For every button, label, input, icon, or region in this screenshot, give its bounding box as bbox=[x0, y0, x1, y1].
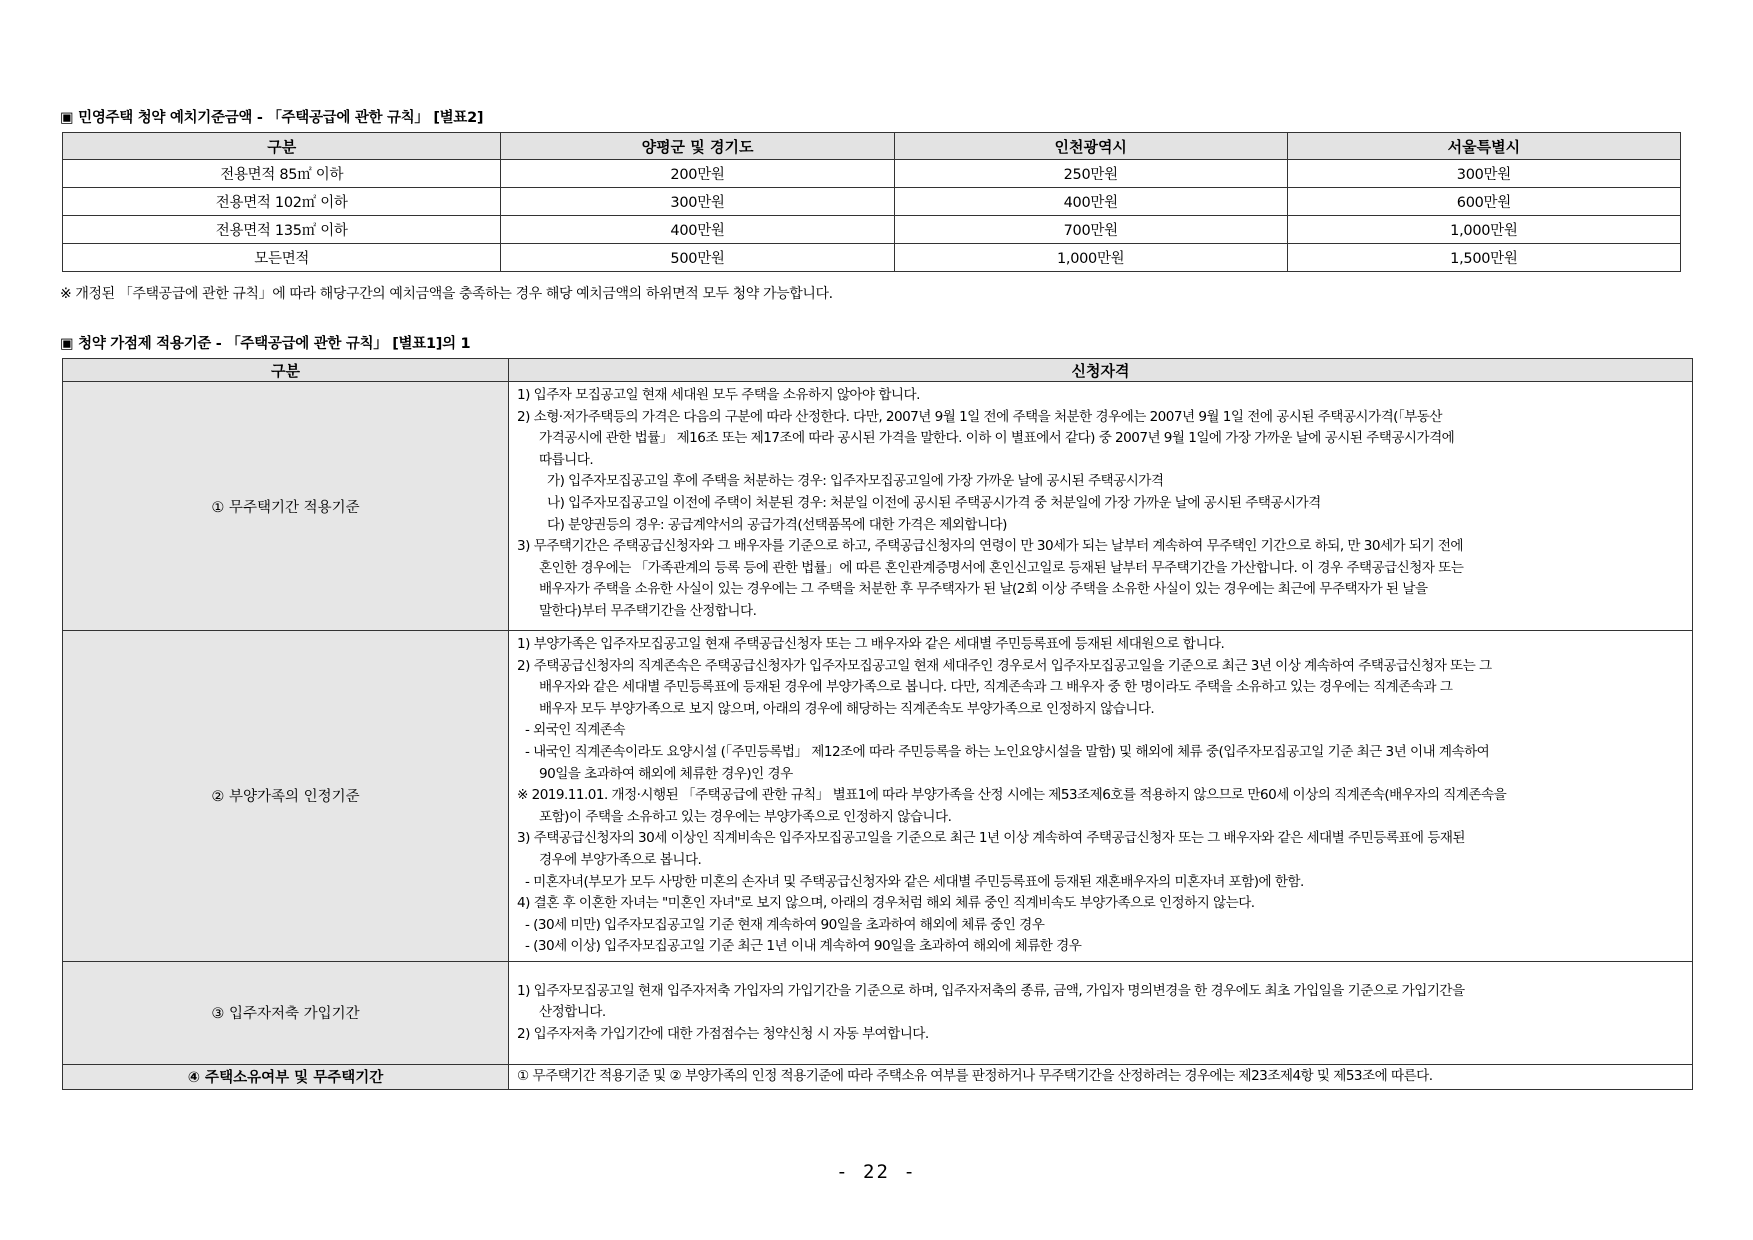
content-line: - (30세 이상) 입주자모집공고일 기준 최근 1년 이내 계속하여 90일을 초과하여 해외에 체류한 경우 bbox=[525, 938, 1082, 955]
content-line: 2) 입주자저축 가입기간에 대한 가점점수는 청약신청 시 자동 부여합니다. bbox=[517, 1025, 929, 1042]
row-content bbox=[509, 631, 1693, 962]
table-cell: 600만원 bbox=[1287, 188, 1680, 216]
table-row bbox=[63, 961, 1693, 1064]
content-line: - (30세 미만) 입주자모집공고일 기준 현재 계속하여 90일을 초과하여 해외에 체류 중인 경우 bbox=[525, 916, 1045, 933]
content-line: 3) 주택공급신청자의 30세 이상인 직계비속은 입주자모집공고일을 기준으로 최근 1년 이상 계속하여 주택공급신청자 또는 그 배우자와 같은 세대별 주민등록표에 등재된 bbox=[517, 830, 1465, 847]
table-row bbox=[63, 631, 1693, 962]
table-cell: 전용면적 102㎡ 이하 bbox=[63, 188, 501, 216]
table-cell: 전용면적 135㎡ 이하 bbox=[63, 216, 501, 244]
content-line: 1) 입주자 모집공고일 현재 세대원 모두 주택을 소유하지 않아야 합니다. bbox=[517, 387, 920, 403]
deposit-section-title: ▣ 민영주택 청약 예치기준금액 - 「주택공급에 관한 규칙」 [별표2] bbox=[60, 110, 484, 126]
table-cell: 전용면적 85㎡ 이하 bbox=[63, 160, 501, 188]
content-line: - 미혼자녀(부모가 모두 사망한 미혼의 손자녀 및 주택공급신청자와 같은 세대별 주민등록표에 등재된 재혼배우자의 미혼자녀 포함)에 한함. bbox=[525, 873, 1304, 890]
content-line: 다) 분양권등의 경우: 공급계약서의 공급가격(선택품목에 대한 가격은 제외합니다) bbox=[547, 516, 1007, 533]
column-header: 구분 bbox=[63, 133, 501, 160]
criteria-table bbox=[62, 358, 1693, 1090]
content-line: 따릅니다. bbox=[539, 451, 594, 468]
content-line: 배우자가 주택을 소유한 사실이 있는 경우에는 그 주택을 처분한 후 무주택자가 된 날(2회 이상 주택을 소유한 사실이 있는 경우에는 최근에 무주택자가 된 날을 bbox=[539, 581, 1428, 598]
content-line: ※ 2019.11.01. 개정·시행된 「주택공급에 관한 규칙」 별표1에 따라 부양가족을 산정 시에는 제53조제6호를 적용하지 않으므로 만60세 이상의 직계존속(배우자의 직계존속을 bbox=[517, 787, 1507, 804]
table-row bbox=[63, 244, 1681, 272]
content-line: 배우자와 같은 세대별 주민등록표에 등재된 경우에 부양가족으로 봅니다. 다만, 직계존속과 그 배우자 중 한 명이라도 주택을 소유하고 있는 경우에는 직계존속과 그 bbox=[539, 679, 1453, 696]
content-line: 나) 입주자모집공고일 이전에 주택이 처분된 경우: 처분일 이전에 공시된 주택공시가격 중 처분일에 가장 가까운 날에 공시된 주택공시가격 bbox=[547, 494, 1321, 511]
table-cell: 400만원 bbox=[501, 216, 894, 244]
content-line: 3) 무주택기간은 주택공급신청자와 그 배우자를 기준으로 하고, 주택공급신청자의 연령이 만 30세가 되는 날부터 계속하여 무주택인 기간으로 하되, 만 30세가 되기 전에 bbox=[517, 538, 1464, 555]
column-header: 신청자격 bbox=[509, 359, 1693, 382]
column-header: 서울특별시 bbox=[1287, 133, 1680, 160]
content-line: 경우에 부양가족으로 봅니다. bbox=[539, 851, 702, 868]
table-cell: 700만원 bbox=[894, 216, 1287, 244]
content-line: 배우자 모두 부양가족으로 보지 않으며, 아래의 경우에 해당하는 직계존속도 부양가족으로 인정하지 않습니다. bbox=[539, 700, 1155, 717]
table-row bbox=[63, 160, 1681, 188]
deposit-note: ※ 개정된 「주택공급에 관한 규칙」에 따라 해당구간의 예치금액을 충족하는 경우 해당 예치금액의 하위면적 모두 청약 가능합니다. bbox=[60, 286, 833, 302]
column-header: 인천광역시 bbox=[894, 133, 1287, 160]
content-line: 포함)이 주택을 소유하고 있는 경우에는 부양가족으로 인정하지 않습니다. bbox=[539, 808, 952, 825]
deposit-table bbox=[62, 132, 1681, 272]
content-line: 2) 소형·저가주택등의 가격은 다음의 구분에 따라 산정한다. 다만, 2007년 9월 1일 전에 주택을 처분한 경우에는 2007년 9월 1일 전에 공시된 주택공시가격(「부동산 bbox=[517, 408, 1442, 425]
content-line: 가격공시에 관한 법률」 제16조 또는 제17조에 따라 공시된 가격을 말한다. 이하 이 별표에서 같다) 중 2007년 9월 1일에 가장 가까운 날에 공시된 주택공시가격에 bbox=[539, 430, 1455, 447]
content-line: 90일을 초과하여 해외에 체류한 경우)인 경우 bbox=[539, 765, 793, 782]
table-cell: 모든면적 bbox=[63, 244, 501, 272]
row-label: ② 부양가족의 인정기준 bbox=[63, 631, 509, 962]
table-row bbox=[63, 1064, 1693, 1089]
row-label: ④ 주택소유여부 및 무주택기간 bbox=[63, 1064, 509, 1089]
table-row bbox=[63, 382, 1693, 631]
table-cell: 1,000만원 bbox=[1287, 216, 1680, 244]
table-cell: 300만원 bbox=[501, 188, 894, 216]
page-number: - 22 - bbox=[836, 1161, 917, 1183]
content-line: 2) 주택공급신청자의 직계존속은 주택공급신청자가 입주자모집공고일 현재 세대주인 경우로서 입주자모집공고일을 기준으로 최근 3년 이상 계속하여 주택공급신청자 또는 그 bbox=[517, 657, 1492, 674]
table-cell: 1,500만원 bbox=[1287, 244, 1680, 272]
criteria-section-title: ▣ 청약 가점제 적용기준 - 「주택공급에 관한 규칙」 [별표1]의 1 bbox=[60, 336, 471, 352]
content-line: 1) 부양가족은 입주자모집공고일 현재 주택공급신청자 또는 그 배우자와 같은 세대별 주민등록표에 등재된 세대원으로 합니다. bbox=[517, 636, 1225, 652]
row-content bbox=[509, 382, 1693, 631]
table-cell: 200만원 bbox=[501, 160, 894, 188]
content-line: ① 무주택기간 적용기준 및 ② 부양가족의 인정 적용기준에 따라 주택소유 여부를 판정하거나 무주택기간을 산정하려는 경우에는 제23조제4항 및 제53조에 따른다. bbox=[517, 1067, 1433, 1084]
table-row bbox=[63, 216, 1681, 244]
table-cell: 400만원 bbox=[894, 188, 1287, 216]
row-content bbox=[509, 961, 1693, 1064]
table-header-row bbox=[63, 133, 1681, 160]
table-cell: 300만원 bbox=[1287, 160, 1680, 188]
column-header: 양평군 및 경기도 bbox=[501, 133, 894, 160]
content-line: 4) 결혼 후 이혼한 자녀는 "미혼인 자녀"로 보지 않으며, 아래의 경우처럼 해외 체류 중인 직계비속도 부양가족으로 인정하지 않는다. bbox=[517, 895, 1255, 912]
row-label: ① 무주택기간 적용기준 bbox=[63, 382, 509, 631]
content-line: 말한다)부터 무주택기간을 산정합니다. bbox=[539, 602, 757, 619]
content-line: - 내국인 직계존속이라도 요양시설 (「주민등록법」 제12조에 따라 주민등록을 하는 노인요양시설을 말함) 및 해외에 체류 중(입주자모집공고일 기준 최근 3년 이내 계속하여 bbox=[525, 743, 1490, 760]
content-line: 산정합니다. bbox=[539, 1004, 606, 1021]
table-row bbox=[63, 188, 1681, 216]
table-cell: 1,000만원 bbox=[894, 244, 1287, 272]
content-line: 1) 입주자모집공고일 현재 입주자저축 가입자의 가입기간을 기준으로 하며, 입주자저축의 종류, 금액, 가입자 명의변경을 한 경우에도 최초 가입일을 기준으로 가입기간을 bbox=[517, 982, 1465, 999]
column-header: 구분 bbox=[63, 359, 509, 382]
content-line: 가) 입주자모집공고일 후에 주택을 처분하는 경우: 입주자모집공고일에 가장 가까운 날에 공시된 주택공시가격 bbox=[547, 473, 1164, 490]
table-cell: 500만원 bbox=[501, 244, 894, 272]
table-cell: 250만원 bbox=[894, 160, 1287, 188]
content-line: 혼인한 경우에는 「가족관계의 등록 등에 관한 법률」에 따른 혼인관계증명서에 혼인신고일로 등재된 날부터 무주택기간을 가산합니다. 이 경우 주택공급신청자 또는 bbox=[539, 559, 1464, 576]
table-header-row bbox=[63, 359, 1693, 382]
content-line: - 외국인 직계존속 bbox=[525, 722, 625, 739]
row-label: ③ 입주자저축 가입기간 bbox=[63, 961, 509, 1064]
row-content bbox=[509, 1064, 1693, 1089]
